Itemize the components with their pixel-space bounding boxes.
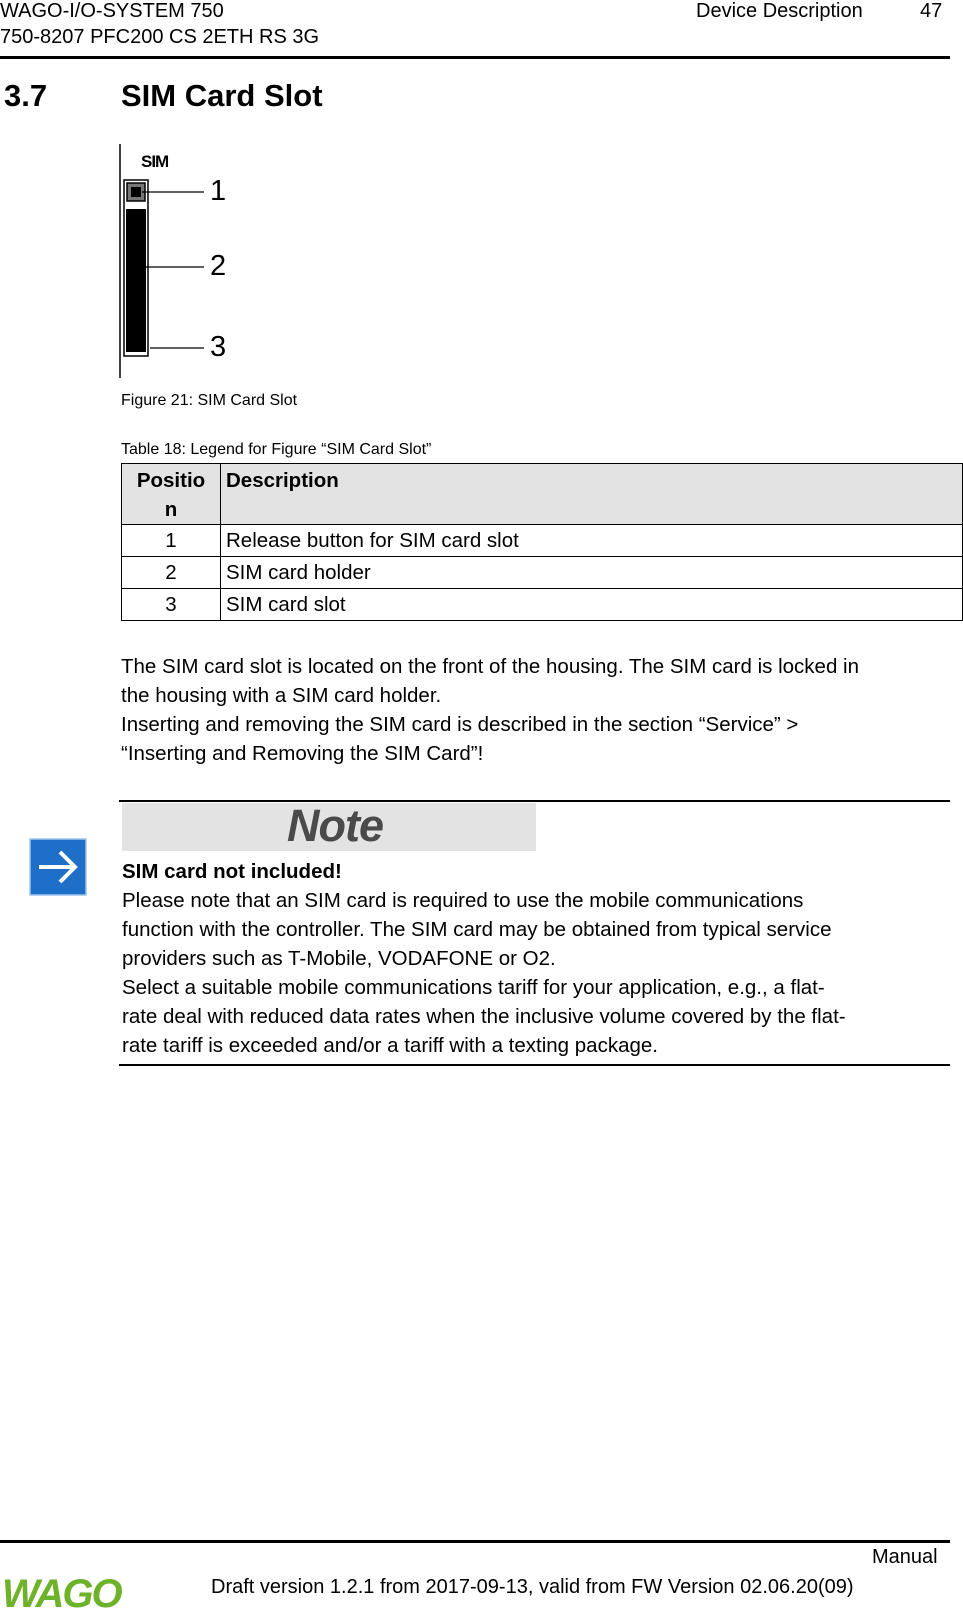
body-line: Inserting and removing the SIM card is described in the section “Service” >	[121, 713, 799, 736]
header-system: WAGO-I/O-SYSTEM 750	[0, 0, 224, 22]
section-number: 3.7	[4, 78, 48, 113]
legend-table	[121, 463, 963, 621]
column-header-description: Description	[221, 464, 963, 525]
table-row	[122, 557, 963, 589]
note-line: rate deal with reduced data rates when the inclusive volume covered by the flat-	[122, 1005, 846, 1028]
cell-description: SIM card slot	[221, 589, 963, 621]
figure-caption: Figure 21: SIM Card Slot	[121, 392, 298, 409]
body-paragraph	[121, 652, 961, 768]
wago-logo-text: WAGO	[2, 1572, 121, 1616]
note-top-rule	[119, 800, 950, 802]
wago-logo	[2, 1572, 122, 1616]
callout-1: 1	[210, 175, 227, 207]
footer-doc-type: Manual	[872, 1546, 938, 1568]
footer-rule	[0, 1540, 950, 1543]
callout-2: 2	[210, 250, 227, 282]
callout-3: 3	[210, 331, 227, 363]
note-line: function with the controller. The SIM card may be obtained from typical service	[122, 918, 832, 941]
sim-card-slot-figure	[118, 142, 248, 378]
note-content	[122, 857, 952, 1060]
table-row	[122, 525, 963, 557]
note-banner-label: Note	[287, 800, 383, 851]
section-title: SIM Card Slot	[121, 78, 323, 113]
sim-label: SIM	[141, 152, 169, 171]
body-line: The SIM card slot is located on the front of the housing. The SIM card is locked in	[121, 655, 859, 678]
header-rule	[0, 56, 950, 59]
cell-position: 2	[122, 557, 221, 589]
arrow-right-icon	[29, 838, 87, 896]
note-title: SIM card not included!	[122, 860, 342, 883]
table-row	[122, 589, 963, 621]
position-header-line2: n	[164, 498, 178, 521]
column-header-position	[122, 464, 221, 525]
header-page-number: 47	[920, 0, 943, 22]
note-line: Please note that an SIM card is required to use the mobile communications	[122, 889, 804, 912]
body-line: the housing with a SIM card holder.	[121, 684, 442, 707]
cell-description: Release button for SIM card slot	[221, 525, 963, 557]
note-line: providers such as T-Mobile, VODAFONE or O2.	[122, 947, 556, 970]
header-chapter: Device Description	[696, 0, 863, 22]
table-header-row	[122, 464, 963, 525]
note-line: Select a suitable mobile communications tariff for your application, e.g., a flat-	[122, 976, 825, 999]
cell-description: SIM card holder	[221, 557, 963, 589]
header-model: 750-8207 PFC200 CS 2ETH RS 3G	[0, 26, 320, 48]
footer-version-info: Draft version 1.2.1 from 2017-09-13, valid from FW Version 02.06.20(09)	[211, 1576, 854, 1598]
note-line: rate tariff is exceeded and/or a tariff with a texting package.	[122, 1034, 658, 1057]
position-header-line1: Positio	[136, 469, 206, 492]
cell-position: 3	[122, 589, 221, 621]
table-caption: Table 18: Legend for Figure “SIM Card Slot”	[121, 441, 432, 458]
cell-position: 1	[122, 525, 221, 557]
body-line: “Inserting and Removing the SIM Card”!	[121, 742, 484, 765]
note-bottom-rule	[119, 1064, 950, 1066]
